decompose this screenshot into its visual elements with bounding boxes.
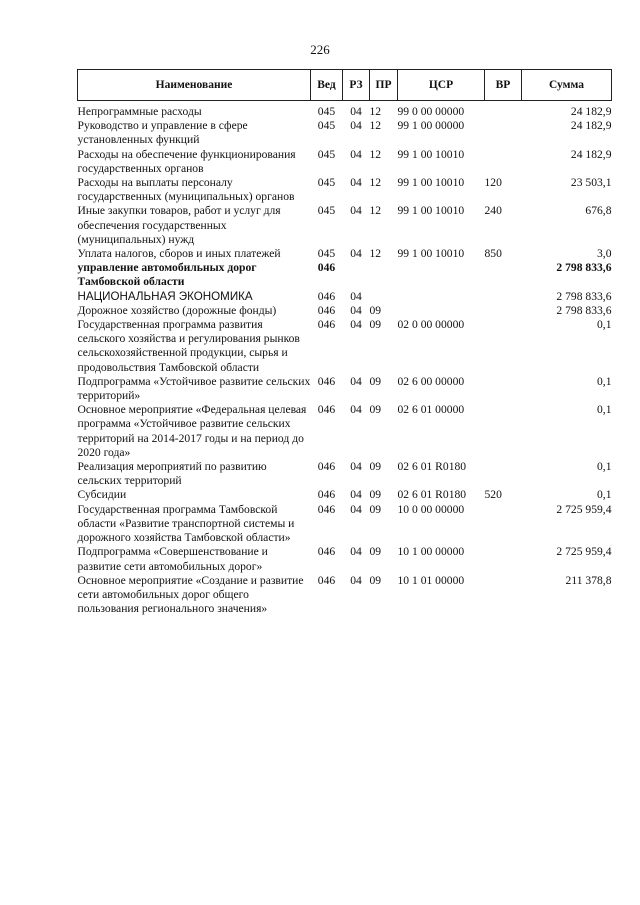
row-rz: 04: [350, 488, 362, 502]
row-name: Государственная программа Тамбовской области «Развитие транспортной системы и дорожного хозяйства Тамбовской области»: [77, 502, 295, 545]
row-ved: 045: [317, 119, 336, 133]
row-vr: 520: [484, 488, 502, 502]
header-name: Наименование: [78, 70, 311, 101]
row-rz: 04: [350, 374, 362, 388]
row-csr: 99 1 00 10010: [397, 204, 465, 218]
row-vr: [485, 105, 522, 119]
row-sum: 24 182,9: [570, 147, 612, 161]
row-name: Субсидии: [77, 488, 127, 502]
budget-table: [77, 69, 612, 616]
row-pr: 09: [369, 488, 382, 502]
table-row: [78, 375, 612, 403]
row-ved: 046: [317, 303, 336, 317]
table-row: [78, 545, 612, 573]
row-rz: 04: [350, 403, 362, 417]
row-name: Государственная программа развития сельского хозяйства и регулирования рынков сельскохозяйственной продукции, сырья и продовольствия Тамбовской области: [77, 318, 300, 374]
row-csr: [398, 290, 485, 304]
row-csr: 02 6 00 00000: [397, 374, 465, 388]
table-header-row: [78, 70, 612, 101]
row-csr: [398, 261, 485, 289]
row-csr: 99 1 00 10010: [397, 176, 465, 190]
row-rz: 04: [350, 119, 362, 133]
table-row: [78, 304, 612, 318]
table-row: [78, 247, 612, 261]
row-name: Подпрограмма «Совершенствование и развитие сети автомобильных дорог»: [77, 545, 268, 573]
row-sum: 2 798 833,6: [556, 261, 612, 275]
row-sum: 0,1: [597, 488, 612, 502]
row-csr: 02 6 01 R0180: [397, 460, 467, 474]
row-ved: 045: [317, 176, 336, 190]
row-csr: [398, 304, 485, 318]
row-vr: 120: [484, 176, 502, 190]
row-pr: 09: [369, 374, 382, 388]
row-name: Подпрограмма «Устойчивое развитие сельских территорий»: [77, 374, 311, 403]
row-name: управление автомобильных дорог Тамбовской области: [77, 261, 257, 289]
row-csr: 99 1 00 00000: [397, 119, 465, 133]
row-csr: 99 0 00 00000: [397, 105, 465, 118]
row-name: Основное мероприятие «Федеральная целевая программа «Устойчивое развитие сельских территорий на 2014-2017 годы и на период до 2020 года»: [77, 403, 307, 459]
table-row: [78, 318, 612, 375]
row-name: НАЦИОНАЛЬНАЯ ЭКОНОМИКА: [77, 289, 253, 303]
row-sum: 23 503,1: [570, 176, 612, 190]
row-pr: [370, 290, 398, 304]
row-vr: [485, 375, 522, 403]
row-ved: 046: [317, 403, 336, 417]
row-vr: [485, 290, 522, 304]
row-ved: 046: [317, 318, 336, 332]
row-vr: [485, 403, 522, 460]
header-rz: РЗ: [343, 70, 370, 101]
row-pr: 09: [369, 502, 382, 516]
row-ved: 046: [317, 460, 336, 474]
table-row: [78, 176, 612, 204]
table-row: [78, 574, 612, 617]
row-csr: 99 1 00 10010: [397, 247, 465, 261]
row-name: Расходы на выплаты персоналу государственных (муниципальных) органов: [77, 176, 295, 204]
row-sum: 0,1: [597, 318, 612, 332]
header-pr: ПР: [370, 70, 398, 101]
page-number: 226: [310, 42, 330, 57]
row-name: Расходы на обеспечение функционирования государственных органов: [77, 147, 296, 175]
row-vr: [485, 503, 522, 546]
row-rz: 04: [350, 247, 362, 261]
row-pr: 12: [369, 105, 382, 118]
row-vr: [485, 545, 522, 573]
row-vr: 240: [484, 204, 502, 218]
table-row: [78, 488, 612, 502]
header-ved: Вед: [311, 70, 343, 101]
row-name: Руководство и управление в сфере установленных функций: [77, 119, 248, 147]
row-name: Реализация мероприятий по развитию сельских территорий: [77, 460, 267, 488]
row-name: Иные закупки товаров, работ и услуг для обеспечения государственных (муниципальных) нужд: [77, 204, 281, 246]
row-pr: 09: [369, 545, 382, 559]
row-sum: 0,1: [597, 403, 612, 417]
row-rz: 04: [350, 545, 362, 559]
row-sum: 24 182,9: [570, 119, 612, 133]
table-row: [78, 105, 612, 119]
row-pr: 09: [369, 573, 382, 587]
table-row: [78, 119, 612, 147]
header-vr: ВР: [485, 70, 522, 101]
table-row: [78, 460, 612, 488]
row-pr: 12: [369, 119, 382, 133]
row-vr: [485, 148, 522, 176]
row-pr: 09: [369, 303, 382, 317]
row-name: Уплата налогов, сборов и иных платежей: [77, 247, 281, 261]
row-sum: 2 725 959,4: [556, 502, 612, 516]
table-row: [78, 403, 612, 460]
row-ved: 046: [317, 573, 336, 587]
row-name: Непрограммные расходы: [77, 105, 202, 118]
row-ved: 046: [317, 488, 336, 502]
row-sum: 676,8: [585, 204, 612, 218]
row-rz: 04: [350, 289, 362, 303]
row-rz: 04: [350, 573, 362, 587]
row-ved: 046: [317, 545, 336, 559]
row-sum: 24 182,9: [570, 105, 612, 118]
row-ved: 046: [317, 374, 336, 388]
header-csr: ЦСР: [398, 70, 485, 101]
row-vr: 850: [484, 247, 502, 261]
row-ved: 046: [317, 261, 336, 275]
row-vr: [485, 304, 522, 318]
row-vr: [485, 261, 522, 289]
row-csr: 99 1 00 10010: [397, 147, 465, 161]
row-name: Основное мероприятие «Создание и развитие сети автомобильных дорог общего пользования регионального значения»: [77, 573, 304, 616]
row-rz: 04: [350, 303, 362, 317]
row-sum: 3,0: [597, 247, 612, 261]
row-ved: 046: [317, 502, 336, 516]
table-row: [78, 503, 612, 546]
row-vr: [485, 119, 522, 147]
row-rz: 04: [350, 204, 362, 218]
row-ved: 046: [317, 289, 336, 303]
row-csr: 10 0 00 00000: [397, 502, 465, 516]
row-sum: 2 798 833,6: [556, 303, 612, 317]
row-rz: 04: [350, 460, 362, 474]
row-sum: 211 378,8: [565, 573, 612, 587]
row-pr: 09: [369, 318, 382, 332]
row-sum: 0,1: [597, 374, 612, 388]
row-sum: 2 798 833,6: [556, 289, 612, 303]
row-rz: 04: [350, 105, 362, 118]
row-csr: 10 1 01 00000: [397, 573, 465, 587]
row-pr: 09: [369, 403, 382, 417]
row-vr: [485, 318, 522, 375]
row-pr: 12: [369, 176, 382, 190]
table-row: [78, 204, 612, 247]
row-pr: 09: [369, 460, 382, 474]
row-rz: 04: [350, 176, 362, 190]
row-pr: 12: [369, 247, 382, 261]
row-pr: 12: [369, 204, 382, 218]
row-ved: 045: [317, 247, 336, 261]
row-ved: 045: [317, 105, 336, 118]
row-name: Дорожное хозяйство (дорожные фонды): [77, 303, 277, 317]
row-rz: 04: [350, 502, 362, 516]
header-sum: Сумма: [522, 70, 612, 101]
row-ved: 045: [317, 147, 336, 161]
row-vr: [485, 460, 522, 488]
table-row: [78, 148, 612, 176]
row-rz: 04: [350, 147, 362, 161]
row-vr: [485, 574, 522, 617]
row-csr: 02 6 01 R0180: [397, 488, 467, 502]
row-rz: [343, 261, 370, 289]
row-ved: 045: [317, 204, 336, 218]
row-pr: 12: [369, 147, 382, 161]
row-csr: 02 6 01 00000: [397, 403, 465, 417]
row-csr: 10 1 00 00000: [397, 545, 465, 559]
row-pr: [370, 261, 398, 289]
row-rz: 04: [350, 318, 362, 332]
row-sum: 2 725 959,4: [556, 545, 612, 559]
row-sum: 0,1: [597, 460, 612, 474]
table-row: [78, 290, 612, 304]
table-row: [78, 261, 612, 289]
row-csr: 02 0 00 00000: [397, 318, 465, 332]
